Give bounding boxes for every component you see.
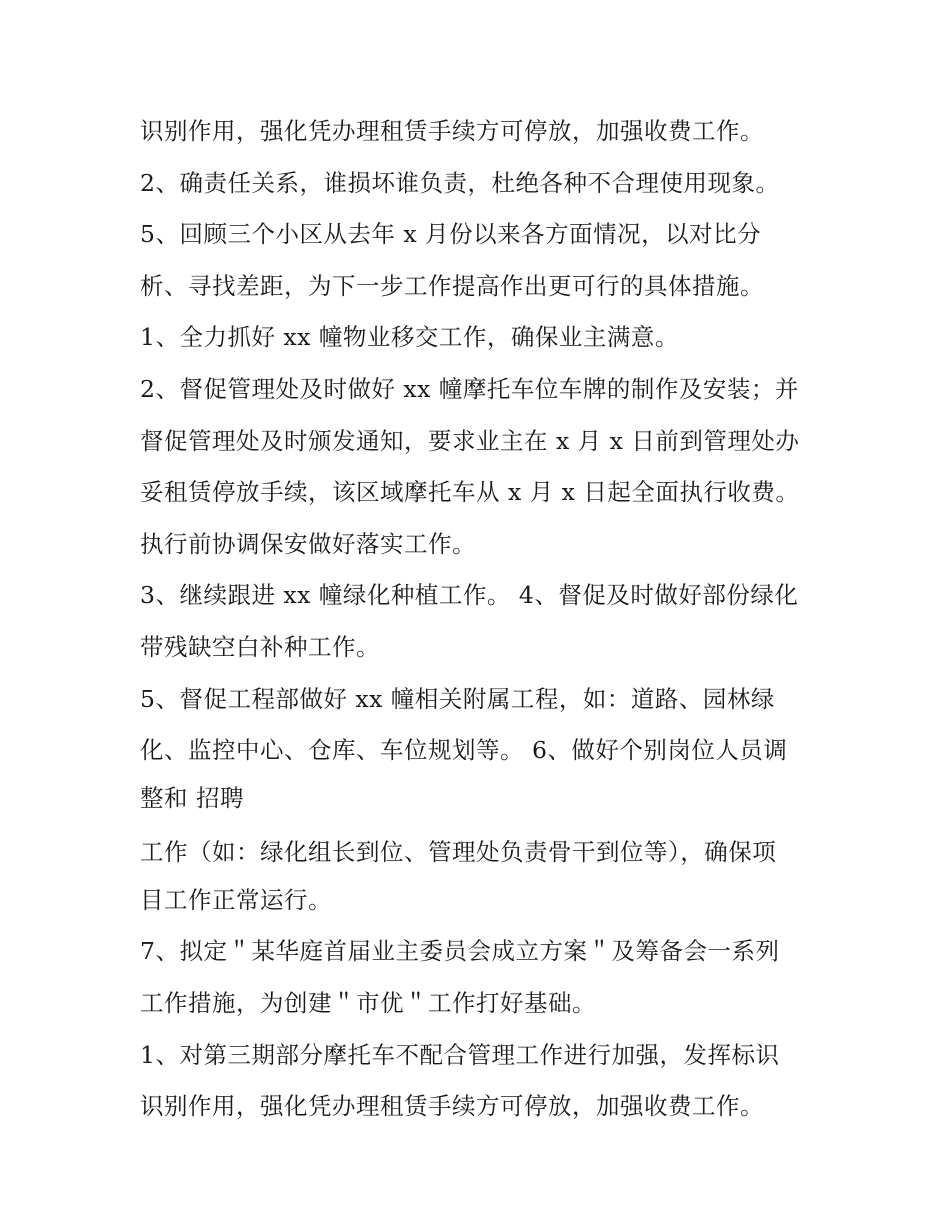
text-line: 5、督促工程部做好 xx 幢相关附属工程，如：道路、园林绿 [140, 684, 775, 713]
text-line: 工作措施，为创建＂市优＂工作打好基础。 [140, 988, 596, 1017]
text-line: 整和 招聘 [140, 783, 244, 812]
text-line: 工作（如：绿化组长到位、管理处负责骨干到位等），确保项 [140, 837, 777, 866]
text-line: 识别作用，强化凭办理租赁手续方可停放，加强收费工作。 [140, 1092, 764, 1121]
text-line: 2、确责任关系，谁损坏谁负责，杜绝各种不合理使用现象。 [140, 168, 780, 197]
text-line: 化、监控中心、仓库、车位规划等。 6、做好个别岗位人员调 [140, 736, 788, 765]
text-line: 1、全力抓好 xx 幢物业移交工作，确保业主满意。 [140, 323, 679, 352]
text-line: 带残缺空白补种工作。 [140, 632, 380, 661]
text-line: 执行前协调保安做好落实工作。 [140, 529, 476, 558]
text-line: 5、回顾三个小区从去年 x 月份以来各方面情况，以对比分 [140, 220, 762, 249]
text-line: 妥租赁停放手续，该区域摩托车从 x 月 x 日起全面执行收费。 [140, 478, 800, 507]
text-line: 识别作用，强化凭办理租赁手续方可停放，加强收费工作。 [140, 117, 764, 145]
text-line: 1、对第三期部分摩托车不配合管理工作进行加强，发挥标识 [140, 1040, 780, 1069]
text-line: 3、继续跟进 xx 幢绿化种植工作。 4、督促及时做好部份绿化 [140, 581, 799, 610]
text-line: 督促管理处及时颁发通知，要求业主在 x 月 x 日前到管理处办 [140, 426, 800, 455]
text-line: 2、督促管理处及时做好 xx 幢摩托车位车牌的制作及安装；并 [140, 374, 799, 403]
text-line: 析、寻找差距，为下一步工作提高作出更可行的具体措施。 [140, 271, 764, 300]
document-body [140, 106, 830, 1133]
text-line: 目工作正常运行。 [140, 885, 332, 914]
text-line: 7、拟定＂某华庭首届业主委员会成立方案＂及筹备会一系列 [140, 937, 780, 966]
